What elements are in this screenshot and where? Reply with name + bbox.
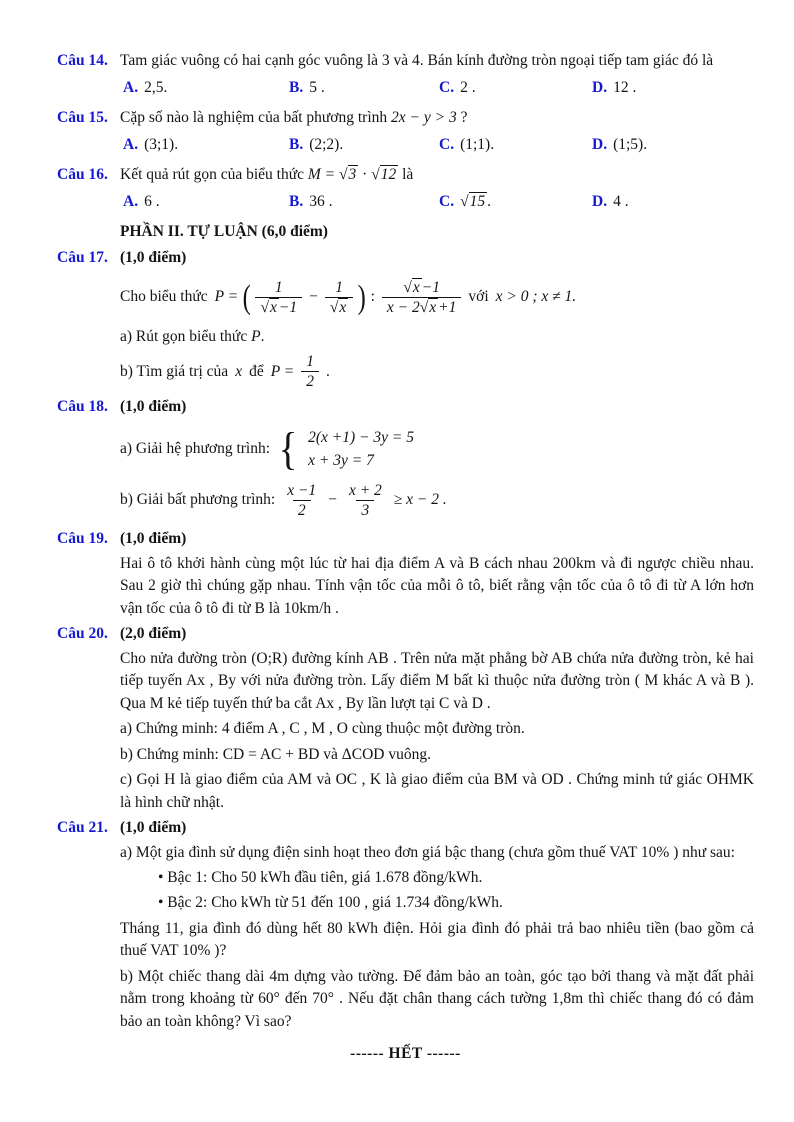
option-letter: C. bbox=[439, 193, 455, 211]
fraction-half bbox=[301, 352, 319, 392]
question-21-points: (1,0 điểm) bbox=[120, 819, 187, 837]
part-b-lhs: P = bbox=[270, 362, 295, 380]
question-21-a: a) Một gia đình sử dụng điện sinh hoạt theo đơn giá bậc thang (chưa gồm thuế VAT 10% ) như sau: bbox=[120, 843, 735, 861]
option-value: 5 . bbox=[309, 79, 325, 97]
expr-intro: Cho biểu thức bbox=[120, 288, 208, 306]
option-value: 2,5. bbox=[144, 79, 168, 97]
radicand: 15 bbox=[469, 193, 486, 211]
question-16-label: Câu 16. bbox=[57, 165, 108, 183]
condition-label: với bbox=[468, 288, 489, 306]
option-14-c bbox=[439, 77, 592, 99]
option-letter: B. bbox=[289, 136, 304, 154]
minus-operator: − bbox=[309, 288, 318, 306]
question-20-body: Cho nửa đường tròn (O;R) đường kính AB . Trên nửa mặt phẳng bờ AB chứa nửa đường tròn, kẻ hai tiếp tuyến Ax , By với nửa đường tròn. Lấy điểm M bất kì thuộc nửa đường tròn ( M khác A và B ). Qua M kẻ tiếp tuyến thứ ba cắt Ax , By lần lượt tại C và D . bbox=[120, 649, 754, 712]
option-value: 4 . bbox=[613, 193, 629, 211]
question-17-a bbox=[120, 326, 754, 348]
option-value: (1;1). bbox=[460, 136, 495, 154]
system-eq-2: x + 3y = 7 bbox=[308, 452, 374, 470]
question-15-label: Câu 15. bbox=[57, 108, 108, 126]
question-19 bbox=[57, 528, 754, 620]
option-value: 12 . bbox=[613, 79, 637, 97]
option-letter: D. bbox=[592, 193, 608, 211]
end-marker: ------ HẾT ------ bbox=[350, 1045, 461, 1063]
option-value: (2;2). bbox=[309, 136, 344, 154]
question-20 bbox=[57, 623, 754, 814]
option-16-d bbox=[592, 191, 754, 213]
denominator: 2 bbox=[293, 500, 311, 520]
numerator: 1 bbox=[335, 278, 343, 296]
question-20-points: (2,0 điểm) bbox=[120, 625, 187, 643]
question-21-b: b) Một chiếc thang dài 4m dựng vào tường. Để đảm bảo an toàn, góc tạo bởi thang và mặt đất phải nằm trong khoảng từ 60° đến 70° . Nếu đặt chân thang cách tường 1,8m thì chiếc thang đó có đảm bảo an toàn không? Vì sao? bbox=[120, 967, 754, 1030]
option-letter: C. bbox=[439, 136, 455, 154]
denominator: 2 bbox=[301, 371, 319, 391]
question-21 bbox=[57, 817, 754, 1033]
option-letter: A. bbox=[123, 79, 139, 97]
dot-operator: · bbox=[362, 165, 368, 183]
sqrt-3: √3 bbox=[339, 165, 357, 183]
option-value: (1;5). bbox=[613, 136, 648, 154]
radicand: 12 bbox=[380, 165, 397, 183]
question-20-c: c) Gọi H là giao điểm của AM và OC , K là giao điểm của BM và OD . Chứng minh tứ giác OHMK là hình chữ nhật. bbox=[120, 771, 754, 811]
part-b-text: b) Giải bất phương trình: bbox=[120, 491, 276, 509]
sqrt-x: √x bbox=[403, 278, 420, 296]
option-15-b bbox=[289, 134, 439, 156]
numerator: x −1 bbox=[287, 481, 317, 499]
question-16-text bbox=[120, 164, 754, 186]
question-14 bbox=[57, 50, 754, 100]
question-15-math: 2x − y > 3 bbox=[391, 108, 457, 126]
sqrt-12: √12 bbox=[371, 165, 397, 183]
option-letter: D. bbox=[592, 79, 608, 97]
question-15 bbox=[57, 107, 754, 157]
sqrt-x: √x bbox=[329, 299, 347, 317]
option-letter: B. bbox=[289, 79, 304, 97]
condition: x > 0 ; x ≠ 1. bbox=[495, 288, 577, 306]
option-value: 36 . bbox=[309, 193, 333, 211]
tariff-list bbox=[158, 867, 754, 915]
option-value: 6 . bbox=[144, 193, 160, 211]
math-var: M = bbox=[307, 165, 336, 183]
part-a-text: a) Rút gọn biểu thức bbox=[120, 327, 248, 345]
question-20-label: Câu 20. bbox=[57, 625, 108, 643]
division-colon: : bbox=[370, 288, 375, 306]
question-18-label: Câu 18. bbox=[57, 397, 108, 415]
question-15-text bbox=[120, 107, 754, 129]
option-letter: A. bbox=[123, 136, 139, 154]
fraction-1 bbox=[282, 481, 321, 521]
question-18 bbox=[57, 396, 754, 521]
option-value: 2 . bbox=[460, 79, 476, 97]
option-16-c bbox=[439, 191, 592, 213]
sqrt-x: √x bbox=[419, 299, 437, 317]
question-15-options bbox=[123, 134, 754, 156]
option-tail: . bbox=[487, 193, 491, 211]
part-b-tail: . bbox=[326, 362, 330, 380]
question-18-a: a) Giải hệ phương trình: { 2(x +1) − 3y = 5 x + 3y = 7 bbox=[120, 423, 414, 475]
question-18-b bbox=[120, 481, 754, 521]
option-16-b bbox=[289, 191, 439, 213]
part-b-text: b) Tìm giá trị của bbox=[120, 362, 229, 380]
part-a-var: P bbox=[251, 327, 261, 345]
question-16 bbox=[57, 164, 754, 214]
option-15-a bbox=[123, 134, 289, 156]
question-19-label: Câu 19. bbox=[57, 530, 108, 548]
question-18-points: (1,0 điểm) bbox=[120, 397, 187, 415]
fraction-1 bbox=[255, 278, 302, 318]
section-2-title: PHẦN II. TỰ LUẬN (6,0 điểm) bbox=[120, 222, 328, 240]
part-b-var: x bbox=[235, 362, 243, 380]
option-16-a bbox=[123, 191, 289, 213]
minus-operator: − bbox=[328, 491, 337, 509]
option-14-d bbox=[592, 77, 754, 99]
expr-lhs: P = bbox=[214, 288, 239, 306]
question-15-suffix: ? bbox=[460, 108, 468, 126]
question-17-label: Câu 17. bbox=[57, 249, 108, 267]
inequality-tail: ≥ x − 2 . bbox=[393, 491, 447, 509]
question-19-body: Hai ô tô khởi hành cùng một lúc từ hai địa điểm A và B cách nhau 200km và đi ngược chiều nhau. Sau 2 giờ thì chúng gặp nhau. Tính vận tốc của mỗi ô tô, biết rằng vận tốc của ô tô đi từ A lớn hơn vận tốc của ô tô đi từ B là 10km/h . bbox=[120, 554, 754, 617]
question-17 bbox=[57, 247, 754, 391]
tariff-tier-2: • Bậc 2: Cho kWh từ 51 đến 100 , giá 1.734 đồng/kWh. bbox=[158, 894, 503, 912]
question-17-expression: Cho biểu thức P = ( $\frac{1}{√x -1}$ − $\frac{1}{√x}$ ) : $\frac{√x -1}{x - 2√x +1}$ với x > 0 ; x ≠ 1. bbox=[120, 278, 577, 317]
question-16-prefix: Kết quả rút gọn của biểu thức bbox=[120, 165, 305, 183]
question-15-prefix: Cặp số nào là nghiệm của bất phương trình bbox=[120, 108, 388, 126]
sqrt-15: √15 bbox=[460, 193, 486, 211]
denominator bbox=[325, 297, 353, 317]
question-19-points: (1,0 điểm) bbox=[120, 530, 187, 548]
part-b-mid: để bbox=[249, 362, 264, 380]
question-14-options bbox=[123, 77, 754, 99]
tariff-tier-1: • Bậc 1: Cho 50 kWh đầu tiên, giá 1.678 đồng/kWh. bbox=[158, 869, 483, 886]
denominator: √x −1 bbox=[255, 297, 302, 317]
option-15-d bbox=[592, 134, 754, 156]
part-a-text: a) Giải hệ phương trình: bbox=[120, 440, 271, 458]
option-value: (3;1). bbox=[144, 136, 179, 154]
equation-system bbox=[308, 426, 414, 473]
question-20-b: b) Chứng minh: CD = AC + BD và ΔCOD vuông. bbox=[120, 745, 431, 763]
numerator: x + 2 bbox=[348, 481, 382, 499]
numerator: 1 bbox=[306, 352, 314, 370]
option-letter: A. bbox=[123, 193, 139, 211]
option-15-c bbox=[439, 134, 592, 156]
question-17-b bbox=[120, 352, 754, 392]
question-14-label: Câu 14. bbox=[57, 52, 108, 69]
fraction-2 bbox=[325, 278, 353, 318]
question-17-points: (1,0 điểm) bbox=[120, 249, 187, 267]
numerator: √x −1 bbox=[403, 278, 440, 296]
option-letter: B. bbox=[289, 193, 304, 211]
numerator: 1 bbox=[274, 278, 283, 296]
sqrt-x: √x bbox=[260, 299, 277, 317]
option-letter: C. bbox=[439, 79, 455, 97]
question-20-a: a) Chứng minh: 4 điểm A , C , M , O cùng thuộc một đường tròn. bbox=[120, 720, 525, 738]
option-14-a bbox=[123, 77, 289, 99]
question-16-options bbox=[123, 191, 754, 213]
question-16-suffix: là bbox=[402, 165, 414, 183]
denominator: x − 2√x +1 bbox=[382, 297, 461, 317]
fraction-2 bbox=[344, 481, 387, 521]
question-14-text: Tam giác vuông có hai cạnh góc vuông là 3 và 4. Bán kính đường tròn ngoại tiếp tam giác đó là bbox=[120, 52, 714, 69]
option-letter: D. bbox=[592, 136, 608, 154]
question-21-label: Câu 21. bbox=[57, 819, 108, 837]
system-eq-1: 2(x +1) − 3y = 5 bbox=[308, 429, 414, 447]
denominator: 3 bbox=[356, 500, 374, 520]
fraction-3 bbox=[382, 278, 461, 318]
radicand: 3 bbox=[348, 165, 357, 183]
option-14-b bbox=[289, 77, 439, 99]
question-21-note: Tháng 11, gia đình đó dùng hết 80 kWh điện. Hỏi gia đình đó phải trả bao nhiêu tiền (bao gồm cả thuế VAT 10% )? bbox=[120, 919, 754, 960]
part-a-tail: . bbox=[260, 327, 265, 345]
